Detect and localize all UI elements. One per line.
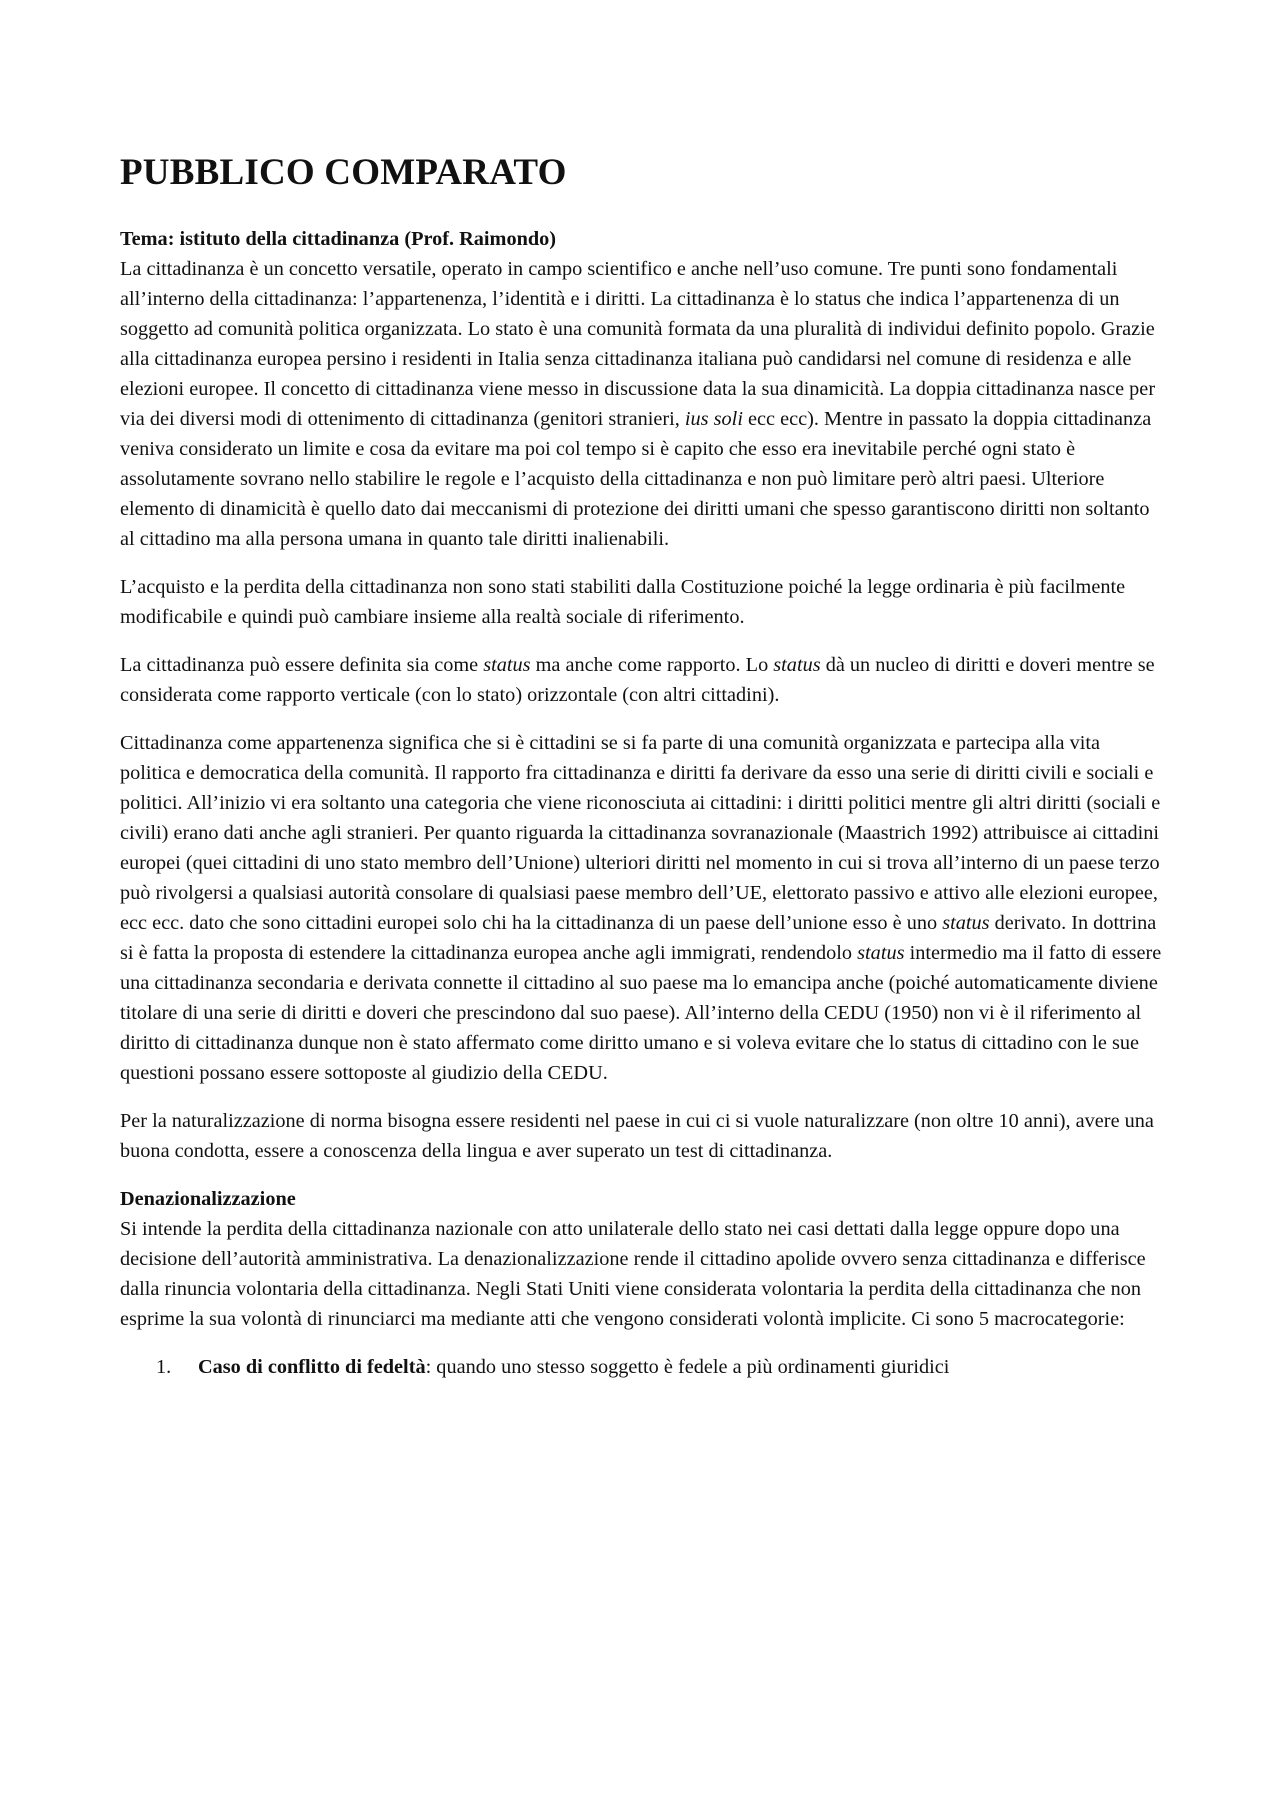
list-text: : quando uno stesso soggetto è fedele a più ordinamenti giuridici	[425, 1356, 950, 1378]
paragraph-text: ecc ecc). Mentre in passato la doppia cittadinanza veniva considerato un limite e cosa da evitare ma poi col tempo si è capito che esso era inevitabile perché ogni stato è assolutamente sovrano nello stabilire le regole e l’acquisto della cittadinanza e non può limitare però altri paesi. Ulteriore elemento di dinamicità è quello dato dai meccanismi di protezione dei diritti umani che spesso garantiscono diritti non soltanto al cittadino ma alla persona umana in quanto tale diritti inalienabili.	[120, 408, 1152, 550]
paragraph-text: ma anche come rapporto. Lo	[530, 654, 774, 676]
paragraph-text: dà un nucleo di diritti e doveri mentre se considerata come rapporto verticale (con lo stato) orizzontale (con altri cittadini).	[120, 654, 1155, 706]
section-heading-denationalization: Denazionalizzazione	[120, 1188, 296, 1210]
italic-term: status	[773, 654, 821, 676]
paragraph-belonging	[120, 728, 1165, 1088]
paragraph-text: Cittadinanza come appartenenza significa che si è cittadini se si fa parte di una comunità organizzata e partecipa alla vita politica e democratica della comunità. Il rapporto fra cittadinanza e diritti fa derivare da esso una serie di diritti civili e sociali e politici. All’inizio vi era soltanto una categoria che viene riconosciuta ai cittadini: i diritti politici mentre gli altri diritti (sociali e civili) erano dati anche agli stranieri. Per quanto riguarda la cittadinanza sovranazionale (Maastrich 1992) attribuisce ai cittadini europei (quei cittadini di uno stato membro dell’Unione) ulteriori diritti nel momento in cui si trova all’interno di un paese terzo può rivolgersi a qualsiasi autorità consolare di qualsiasi paese membro dell’UE, elettorato passivo e attivo alle elezioni europee, ecc ecc. dato che sono cittadini europei solo chi ha la cittadinanza di un paese dell’unione esso è uno	[120, 732, 1161, 934]
italic-term: status	[942, 912, 990, 934]
paragraph-status	[120, 650, 1165, 710]
italic-term: status	[857, 942, 905, 964]
macrocategories-list	[120, 1352, 1165, 1382]
section-denationalization	[120, 1184, 1165, 1334]
list-number: 1.	[156, 1356, 172, 1378]
paragraph-acquisition: L’acquisto e la perdita della cittadinanza non sono stati stabiliti dalla Costituzione poiché la legge ordinaria è più facilmente modificabile e quindi può cambiare insieme alla realtà sociale di riferimento.	[120, 576, 1126, 628]
paragraph-text: Si intende la perdita della cittadinanza nazionale con atto unilaterale dello stato nei casi dettati dalla legge oppure dopo una decisione dell’autorità amministrativa. La denazionalizzazione rende il cittadino apolide ovvero senza cittadinanza e differisce dalla rinuncia volontaria della cittadinanza. Negli Stati Uniti viene considerata volontaria la perdita della cittadinanza che non esprime la sua volontà di rinunciarci ma mediante atti che vengono considerati volontà implicite. Ci sono 5 macrocategorie:	[120, 1218, 1146, 1330]
paragraph-text: derivato. In dottrina si è fatta la proposta di estendere la cittadinanza europea anche agli immigrati, rendendolo	[120, 912, 1157, 964]
document-page	[120, 150, 1165, 1382]
list-item	[120, 1352, 1165, 1382]
paragraph-naturalization: Per la naturalizzazione di norma bisogna essere residenti nel paese in cui ci si vuole naturalizzare (non oltre 10 anni), avere una buona condotta, essere a conoscenza della lingua e aver superato un test di cittadinanza.	[120, 1110, 1154, 1162]
paragraph-text: La cittadinanza è un concetto versatile, operato in campo scientifico e anche nell’uso comune. Tre punti sono fondamentali all’interno della cittadinanza: l’appartenenza, l’identità e i diritti. La cittadinanza è lo status che indica l’appartenenza di un soggetto ad comunità politica organizzata. Lo stato è una comunità formata da una pluralità di individui definito popolo. Grazie alla cittadinanza europea persino i residenti in Italia senza cittadinanza italiana può candidarsi nel comune di residenza e alle elezioni europee. Il concetto di cittadinanza viene messo in discussione data la sua dinamicità. La doppia cittadinanza nasce per via dei diversi modi di ottenimento di cittadinanza (genitori stranieri,	[120, 258, 1156, 430]
section-heading-citizenship: Tema: istituto della cittadinanza (Prof. Raimondo)	[120, 228, 557, 250]
italic-term: status	[483, 654, 531, 676]
italic-term: ius soli	[684, 408, 743, 430]
paragraph-text: La cittadinanza può essere definita sia come	[120, 654, 484, 676]
section-citizenship	[120, 224, 1165, 554]
document-title: PUBBLICO COMPARATO	[120, 152, 567, 193]
paragraph-text: intermedio ma il fatto di essere una cittadinanza secondaria e derivata connette il cittadino al suo paese ma lo emancipa anche (poiché automaticamente diviene titolare di una serie di diritti e doveri che prescindono dal suo paese). All’interno della CEDU (1950) non vi è il riferimento al diritto di cittadinanza dunque non è stato affermato come diritto umano e si voleva evitare che lo status di cittadino con le sue questioni possano essere sottoposte al giudizio della CEDU.	[120, 942, 1162, 1084]
list-term: Caso di conflitto di fedeltà	[198, 1356, 426, 1378]
